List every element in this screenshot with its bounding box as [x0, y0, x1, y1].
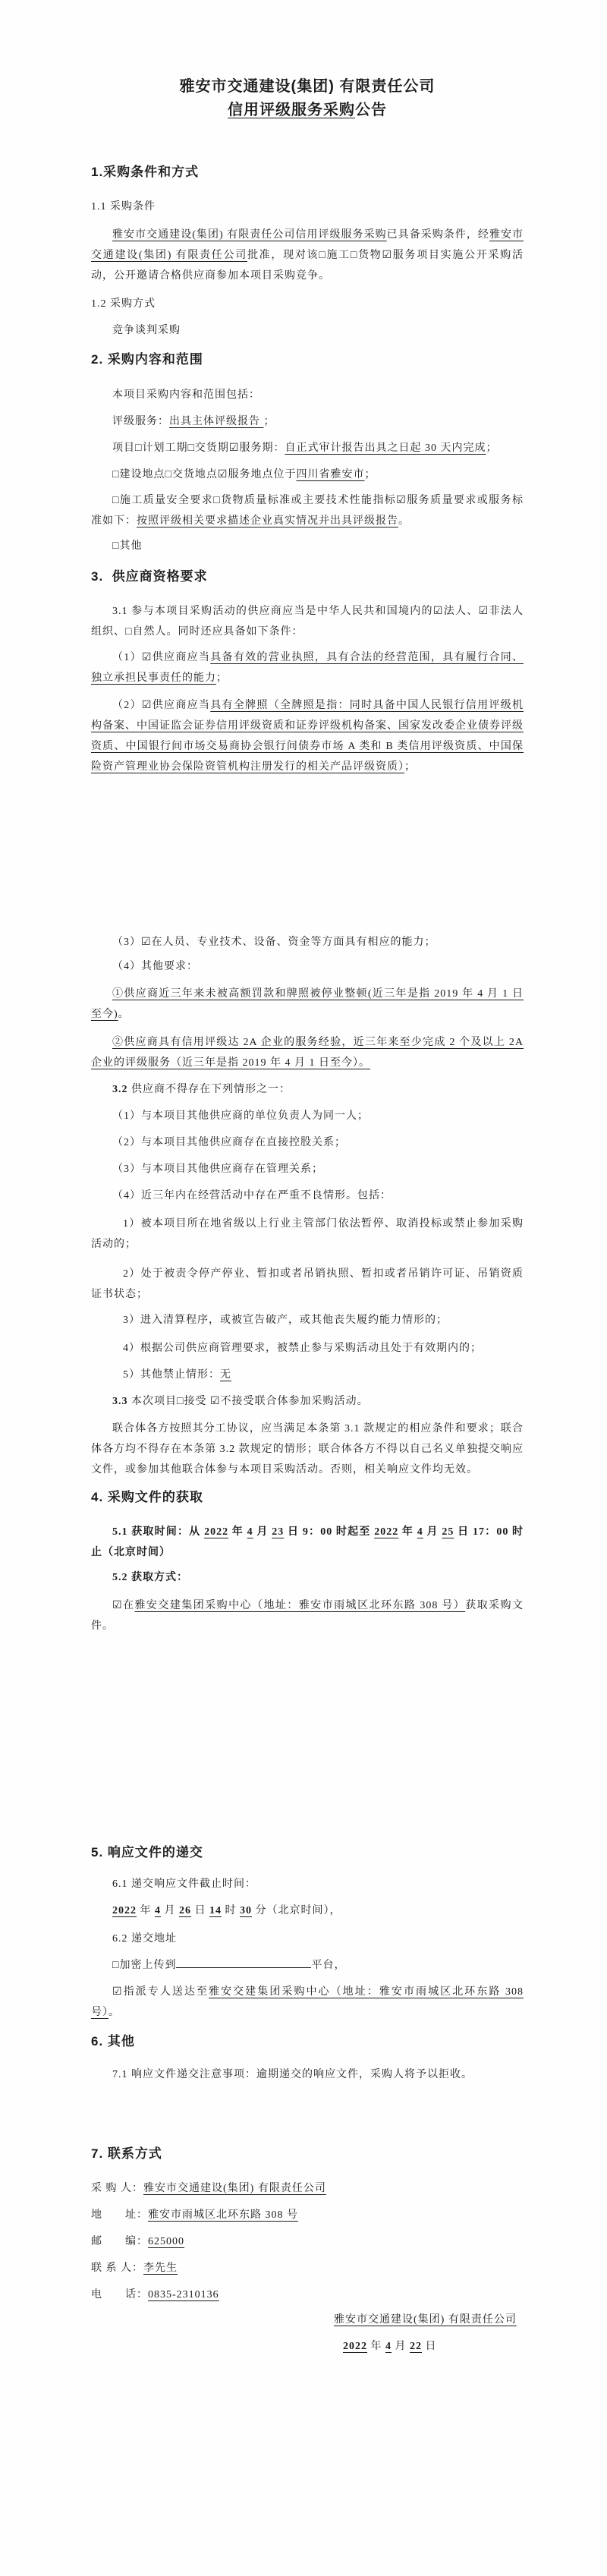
text-segment: 5）其他禁止情形： [123, 1369, 220, 1381]
text-segment: 日 [422, 2341, 437, 2352]
text-segment: □建设地点□交货地点☑服务地点位于 [112, 469, 297, 480]
underlined-text-segment: 4 [385, 2341, 392, 2352]
submit-address-label: 6.2 递交地址 [112, 1933, 177, 1945]
document-title [91, 75, 524, 122]
section-4-heading: 4. 采购文件的获取 [91, 1490, 203, 1504]
text-segment: 获取采购文件。 [91, 1600, 524, 1632]
text-segment: 联 系 人： [91, 2263, 143, 2274]
clause-3-1-item-1 [91, 647, 524, 688]
bad-record-sub-1: 1）被本项目所在地省级以上行业主管部门依法暂停、取消投标或禁止参加采购活动的； [91, 1218, 524, 1250]
obtain-method-label: 5.2 获取方式： [112, 1572, 188, 1583]
underlined-text-segment: 具备有效的营业执照，具有合法的经营范围，具有履行合同、独立承担民事责任的能力 [91, 652, 524, 684]
underlined-text-segment: 14 [209, 1905, 222, 1916]
text-segment: 平台， [311, 1960, 346, 1971]
obtain-location [91, 1595, 524, 1636]
underlined-text-segment: 雅安市交通建设(集团) 有限责任公司 [143, 2183, 326, 2194]
underlined-text-segment: 30 [240, 1905, 252, 1916]
other-requirement-1 [91, 984, 524, 1025]
underlined-text-segment: 雅安市交通建设(集团) 有限责任公司信用评级服务采购 [112, 229, 387, 241]
clause-1-2-body: 竞争谈判采购 [112, 325, 181, 336]
text-segment: 年 [228, 1526, 247, 1538]
underlined-text-segment: 无 [220, 1369, 231, 1381]
clause-1-1-body [91, 225, 524, 286]
underlined-text-segment: 26 [179, 1905, 191, 1916]
contact-person [91, 2258, 524, 2278]
text-segment: 分（北京时间）， [252, 1905, 341, 1916]
submit-deadline-label: 6.1 递交响应文件截止时间： [112, 1878, 256, 1890]
text-segment: 日 9：00 时起至 [284, 1526, 375, 1538]
text-segment: ☑指派专人送达至 [112, 1986, 209, 1998]
underlined-text-segment: ②供应商具有信用评级达 2A 企业的服务经验，近三年来至少完成 2 个及以上 2A 企业的评级服务（近三年是指 2019 年 4 月 1 日至今）。 [91, 1037, 524, 1069]
section-6-heading: 6. 其他 [91, 2034, 135, 2049]
text-segment: 邮 编： [91, 2236, 148, 2247]
underlined-text-segment: 雅安市交通建设(集团) 有限责任公司 [91, 229, 524, 261]
scope-other: □其他 [112, 540, 143, 552]
text-segment: 本次项目□接受 ☑不接受联合体参加采购活动。 [127, 1396, 369, 1407]
text-segment: 。 [109, 2007, 120, 2018]
submit-upload-option [91, 1955, 524, 1976]
signature-block [334, 2310, 524, 2357]
text-segment: 公告 [355, 102, 387, 118]
clause-3-2-item-3: （3）与本项目其他供应商存在管理关系； [112, 1164, 323, 1175]
text-segment: 批准，现对该□施工□货物☑服务项目实施公开采购活动，公开邀请合格供应商参加本项目采购竞争。 [91, 250, 524, 282]
clause-1-1-label: 1.1 采购条件 [91, 201, 156, 213]
clause-3-2-item-1: （1）与本项目其他供应商的单位负责人为同一人； [112, 1110, 369, 1122]
text-segment: 日 [191, 1905, 209, 1916]
section-5-heading: 5. 响应文件的递交 [91, 1845, 203, 1860]
document-title-line-2 [91, 99, 524, 122]
underlined-text-segment: 出具主体评级报告 [169, 416, 264, 427]
text-segment: ； [364, 469, 376, 480]
clause-3-1-item-4: （4）其他要求： [112, 961, 198, 972]
underlined-text-segment: 2022 [374, 1526, 399, 1538]
submit-deadline-value [91, 1901, 524, 1921]
underlined-text-segment: 4 [417, 1526, 423, 1538]
text-segment: （2）☑供应商应当 [112, 700, 211, 711]
text-segment: 月 [423, 1526, 442, 1538]
consortium-rule: 联合体各方按照其分工协议，应当满足本条第 3.1 款规定的相应条件和要求；联合体各方均不得存在本条第 3.2 款规定的情形；联合体各方不得以自己名义单独提交响应文件，或参加其他联合体参与本项目采购活动。否则，相关响应文件均无效。 [91, 1423, 524, 1475]
underlined-text-segment: 自正式审计报告出具之日起 30 天内完成 [285, 442, 486, 454]
section-2-heading: 2. 采购内容和范围 [91, 352, 203, 367]
text-segment: （1）☑供应商应当 [112, 652, 211, 663]
text-segment: 年 [367, 2341, 385, 2352]
underlined-text-segment: 625000 [148, 2236, 184, 2247]
text-segment: 时 [222, 1905, 240, 1916]
underlined-text-segment: 按照评级相关要求描述企业真实情况并出具评级报告 [137, 515, 398, 527]
clause-3-3 [91, 1391, 524, 1412]
clause-1-2-label: 1.2 采购方式 [91, 298, 156, 310]
obtain-time [91, 1522, 524, 1563]
text-segment: ； [263, 416, 275, 427]
underlined-text-segment: 23 [272, 1526, 285, 1538]
text-segment: 评级服务： [112, 416, 169, 427]
scope-service-place [91, 464, 524, 485]
underlined-text-segment: ①供应商近三年来未被高额罚款和牌照被停业整顿(近三年是指 2019 年 4 月 1 日至今) [91, 988, 524, 1020]
scope-service-period [91, 438, 524, 458]
contact-buyer [91, 2178, 524, 2199]
underlined-text-segment: 2022 [204, 1526, 229, 1538]
text-segment: 地 址： [91, 2209, 148, 2221]
text-segment: 。 [118, 1009, 130, 1020]
text-segment: 项目□计划工期□交货期☑服务期： [112, 442, 285, 454]
contact-zip [91, 2231, 524, 2252]
section-1-heading: 1.采购条件和方式 [91, 165, 200, 179]
text-segment: 年 [137, 1905, 155, 1916]
blank-field [176, 1957, 311, 1968]
submit-delivery-option [91, 1982, 524, 2023]
text-segment: 月 [392, 2341, 410, 2352]
signature-date [334, 2336, 524, 2357]
text-segment: 月 [161, 1905, 179, 1916]
clause-3-1-item-2 [91, 695, 524, 777]
underlined-text-segment: 信用评级服务采购 [228, 102, 355, 118]
text-segment: □施工质量安全要求□货物质量标准或主要技术性能指标☑服务质量要求或服务标准如下： [91, 495, 524, 527]
underlined-text-segment: 雅安市雨城区北环东路 308 号 [148, 2209, 298, 2221]
bad-record-sub-4: 4）根据公司供应商管理要求，被禁止参与采购活动且处于有效期内的； [123, 1343, 482, 1354]
document-title-line-1: 雅安市交通建设(集团) 有限责任公司 [179, 78, 436, 95]
contact-address [91, 2205, 524, 2225]
text-segment: ； [486, 442, 498, 454]
clause-3-1: 3.1 参与本项目采购活动的供应商应当是中华人民共和国境内的☑法人、☑非法人组织、□自然人。同时还应具备如下条件： [91, 606, 524, 638]
underlined-text-segment: 4 [155, 1905, 161, 1916]
bad-record-sub-5 [91, 1365, 524, 1385]
underlined-text-segment: 25 [442, 1526, 454, 1538]
other-requirement-2 [91, 1032, 524, 1073]
contact-phone [91, 2285, 524, 2305]
underlined-text-segment: 雅安交建集团采购中心（地址：雅安市雨城区北环东路 308 号） [134, 1600, 466, 1611]
text-segment: ； [404, 761, 416, 773]
text-segment: 日 17：00 时止（北京时间） [91, 1526, 524, 1558]
underlined-text-segment: 22 [410, 2341, 422, 2352]
bad-record-sub-3: 3）进入清算程序，或被宣告破产，或其他丧失履约能力情形的； [123, 1315, 448, 1326]
underlined-text-segment: 李先生 [143, 2263, 178, 2274]
scope-quality-standard [91, 490, 524, 531]
text-segment: 月 [253, 1526, 272, 1538]
submission-note: 7.1 响应文件递交注意事项：逾期递交的响应文件，采购人将予以拒收。 [112, 2069, 473, 2080]
text-segment: ☑在 [112, 1600, 135, 1611]
clause-3-2-item-4: （4）近三年内在经营活动中存在严重不良情形。包括： [112, 1190, 392, 1201]
text-segment: 采 购 人： [91, 2183, 143, 2194]
underlined-text-segment: 2022 [112, 1905, 137, 1916]
clause-3-2-item-2: （2）与本项目其他供应商存在直接控股关系； [112, 1137, 346, 1148]
underlined-text-segment: 4 [247, 1526, 253, 1538]
underlined-text-segment: 雅安市交通建设(集团) 有限责任公司 [334, 2314, 517, 2326]
bad-record-sub-2: 2）处于被责令停产停业、暂扣或者吊销执照、暂扣或者吊销许可证、吊销资质证书状态； [91, 1268, 524, 1300]
underlined-text-segment: 0835-2310136 [148, 2289, 219, 2300]
text-segment: 年 [398, 1526, 417, 1538]
section-3-heading: 3. 供应商资格要求 [91, 569, 208, 584]
text-segment: 电 话： [91, 2289, 148, 2300]
text-segment: 3.2 [112, 1084, 128, 1095]
underlined-text-segment: 2022 [343, 2341, 367, 2352]
text-segment: 已具备采购条件，经 [386, 229, 489, 241]
scope-rating-service [91, 411, 524, 432]
scope-intro: 本项目采购内容和范围包括： [112, 389, 260, 401]
clause-3-2 [91, 1079, 524, 1100]
underlined-text-segment: 四川省雅安市 [296, 469, 365, 480]
text-segment: 供应商不得存在下列情形之一： [127, 1084, 291, 1095]
underlined-text-segment: 雅安交建集团采购中心（地址：雅安市雨城区北环东路 308 号） [91, 1986, 524, 2018]
text-segment: 。 [398, 515, 410, 527]
signature-company [334, 2310, 524, 2330]
section-7-heading: 7. 联系方式 [91, 2146, 162, 2161]
clause-3-1-item-3: （3）☑在人员、专业技术、设备、资金等方面具有相应的能力； [112, 937, 436, 948]
text-segment: 5.1 获取时间：从 [112, 1526, 205, 1538]
text-segment: □加密上传到 [112, 1960, 177, 1971]
text-segment: 3.3 [112, 1396, 128, 1407]
underlined-text-segment: 具有全牌照（全牌照是指：同时具备中国人民银行信用评级机构备案、中国证监会证券信用评级资质和证券评级机构备案、国家发改委企业债券评级资质、中国银行间市场交易商协会银行间债券市场 A 类和 B 类信用评级资质、中国保险资产管理业协会保险资管机构注册发行的相关产品评级资质） [91, 700, 524, 773]
text-segment: ； [216, 672, 228, 684]
